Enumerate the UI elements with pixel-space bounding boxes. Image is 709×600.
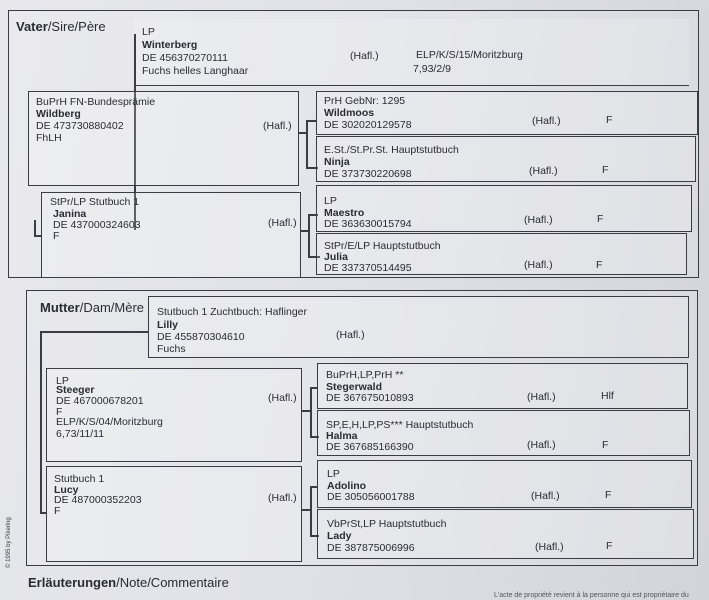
paternal-grandsire-title: BuPrH FN-Bundesprämie (36, 96, 156, 108)
pgd-sire-name: Maestro (324, 207, 365, 219)
sire-score: 7,93/2/9 (413, 63, 451, 75)
pgd-dam-ueln: DE 337370514495 (324, 262, 412, 274)
pgd-dam-sex: F (596, 259, 603, 271)
paternal-grandsire-breed: (Hafl.) (263, 120, 292, 132)
maternal-granddam-sex: F (54, 505, 61, 517)
pgs-sire-title: PrH GebNr: 1295 (324, 95, 406, 107)
maternal-grandsire-sex: F (56, 406, 63, 418)
sire-name: Winterberg (142, 39, 198, 51)
mgd-dam-sex: F (606, 540, 613, 552)
sire-breed: (Hafl.) (350, 50, 379, 62)
pgd-sire-title: LP (324, 195, 337, 207)
mgs-dam-name: Halma (326, 430, 358, 442)
mgs-sire-name: Stegerwald (326, 381, 383, 393)
maternal-granddam-title: Stutbuch 1 (54, 473, 105, 485)
fine-print: L'acte de propriété revient à la personne qui est propriétaire du (494, 592, 689, 599)
mgd-dam-ueln: DE 387875006996 (327, 542, 415, 554)
pgs-dam-breed: (Hafl.) (529, 165, 558, 177)
sire-title: LP (142, 26, 155, 38)
mgs-dam-ueln: DE 367685166390 (326, 441, 414, 453)
maternal-grandsire-card (46, 368, 302, 462)
mgd-sire-breed: (Hafl.) (531, 490, 560, 502)
maternal-granddam-name: Lucy (54, 484, 79, 496)
paternal-grandsire-extra: FhLH (36, 132, 62, 144)
dam-ueln: DE 455870304610 (157, 331, 245, 343)
pgd-dam-name: Julia (324, 251, 348, 263)
dam-color: Fuchs (157, 343, 186, 355)
pgd-sire-breed: (Hafl.) (524, 214, 553, 226)
notes-heading: Erläuterungen/Note/Commentaire (28, 575, 229, 590)
mgd-dam-title: VbPrSt,LP Hauptstutbuch (327, 518, 447, 530)
paternal-granddam-title: StPr/LP Stutbuch 1 (50, 196, 140, 208)
paternal-granddam-ueln: DE 437000324603 (53, 219, 141, 231)
mgs-dam-sex: F (602, 439, 609, 451)
dam-title: Stutbuch 1 Zuchtbuch: Haflinger (157, 306, 308, 318)
mgs-sire-breed: (Hafl.) (527, 391, 556, 403)
pgs-sire-ueln: DE 302020129578 (324, 119, 412, 131)
mgd-dam-name: Lady (327, 530, 352, 542)
maternal-grandsire-score: 6,73/11/11 (56, 428, 105, 440)
sire-section-heading: Vater/Sire/Père (16, 19, 106, 34)
maternal-grandsire-note: ELP/K/S/04/Moritzburg (56, 416, 163, 428)
sire-ueln: DE 456370270111 (142, 52, 229, 64)
pgs-dam-title: E.St./St.Pr.St. Hauptstutbuch (324, 144, 459, 156)
mgd-sire-ueln: DE 305056001788 (327, 491, 415, 503)
maternal-grandsire-ueln: DE 467000678201 (56, 395, 144, 407)
mgs-sire-title: BuPrH,LP,PrH ** (326, 369, 404, 381)
mgs-dam-title: SP,E,H,LP,PS*** Hauptstutbuch (326, 419, 474, 431)
mgd-sire-title: LP (327, 468, 340, 480)
pgd-sire-sex: F (597, 213, 604, 225)
mgs-sire-ueln: DE 367675010893 (326, 392, 414, 404)
maternal-grandsire-name: Steeger (56, 384, 95, 396)
pgs-sire-sex: F (606, 114, 613, 126)
sire-note: ELP/K/S/15/Moritzburg (416, 49, 523, 61)
pgd-dam-breed: (Hafl.) (524, 259, 553, 271)
dam-name: Lilly (157, 319, 179, 331)
maternal-grandsire-title: LP (56, 375, 69, 387)
mgd-sire-sex: F (605, 489, 612, 501)
paternal-granddam-name: Janina (53, 208, 87, 220)
paternal-granddam-breed: (Hafl.) (268, 217, 297, 229)
dam-breed: (Hafl.) (336, 329, 365, 341)
sire-color: Fuchs helles Langhaar (142, 65, 249, 77)
mgd-dam-breed: (Hafl.) (535, 541, 564, 553)
paternal-grandsire-name: Wildberg (36, 108, 81, 120)
paternal-granddam-sex: F (53, 230, 60, 242)
pgs-sire-breed: (Hafl.) (532, 115, 561, 127)
pgd-sire-ueln: DE 363630015794 (324, 218, 412, 230)
copyright-side-note: © 1995 by Pikerlog (6, 517, 12, 568)
mgs-dam-breed: (Hafl.) (527, 439, 556, 451)
mgd-sire-name: Adolino (327, 480, 367, 492)
maternal-granddam-ueln: DE 487000352203 (54, 494, 142, 506)
paternal-grandsire-ueln: DE 473730880402 (36, 120, 124, 132)
pgs-dam-name: Ninja (324, 156, 350, 168)
maternal-grandsire-breed: (Hafl.) (268, 392, 297, 404)
pgd-dam-title: StPr/E/LP Hauptstutbuch (324, 240, 441, 252)
pgs-dam-sex: F (602, 164, 609, 176)
maternal-granddam-breed: (Hafl.) (268, 492, 297, 504)
pgs-sire-name: Wildmoos (324, 107, 375, 119)
mgs-sire-sex: Hlf (601, 390, 614, 402)
dam-section-heading: Mutter/Dam/Mère (40, 300, 145, 315)
pgs-dam-ueln: DE 373730220698 (324, 168, 412, 180)
